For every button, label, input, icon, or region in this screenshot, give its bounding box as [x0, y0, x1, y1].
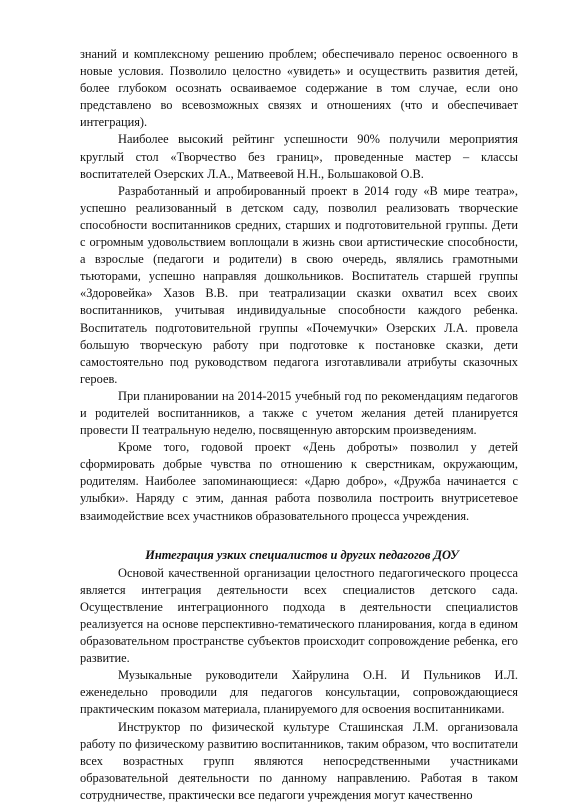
paragraph-physical-instructor: Инструктор по физической культуре Сташинская Л.М. организовала работу по физическому развитию воспитанников, таким образом, что воспитатели всех возрастных групп являются непосредственными участниками образовательной деятельности по данному направлению. Работая в таком сотрудничестве, практически все педагоги учреждения могут качественно	[80, 719, 518, 802]
section-heading: Интеграция узких специалистов и других педагогов ДОУ	[145, 547, 459, 562]
paragraph-kindness-project: Кроме того, годовой проект «День доброты» позволил у детей сформировать добрые чувства по отношению к сверстникам, окружающим, родителям. Наиболее запоминающиеся: «Дарю добро», «Дружба начинается с улыбки». Наряду с этим, данная работа позволила построить внутрисетевое взаимодействие всех участников образовательного процесса учреждения.	[80, 440, 518, 523]
paragraph-music-directors: Музыкальные руководители Хайрулина О.Н. И Пульников И.Л. еженедельно проводили для педагогов консультации, сопровождающиеся практическим показом материала, планируемого для освоения воспитанниками.	[80, 668, 518, 717]
paragraph-theatre-project: Разработанный и апробированный проект в 2014 году «В мире театра», успешно реализованный в детском саду, позволил реализовать творческие способности воспитанников средних, старших и подготовительной группы. Дети с огромным удовольствием воплощали в жизнь свои артистические способности, а взрослые (педагоги и родители) в свою очередь, являлись грамотными тьюторами, успешно направляя дошкольников. Воспитатель старшей группы «Здоровейка» Хазов В.В. при театрализации сказки охватил всех своих воспитанников, учитывая индивидуальные способности каждого ребенка. Воспитатель подготовительной группы «Почемучки» Озерских Л.А. провела большую творческую работу при подготовке к постановке сказки, дети самостоятельно под руководством педагога изготавливали атрибуты сказочных героев.	[80, 183, 518, 386]
paragraph-integration-result: знаний и комплексному решению проблем; обеспечивало перенос освоенного в новые условия. Позволило целостно «увидеть» и осуществить развития детей, более глубоком осознать осваиваемое содержание в том случае, если оно представлено во всевозможных связях и отношениях (что и обеспечивает интеграция).	[80, 47, 518, 130]
paragraph-success-rating: Наиболее высокий рейтинг успешности 90% получили мероприятия круглый стол «Творчество без границ», проведенные мастер – классы воспитателей Озерских Л.А., Матвеевой Н.Н., Большаковой О.В.	[80, 132, 518, 181]
paragraph-planning: При планировании на 2014-2015 учебный год по рекомендациям педагогов и родителей воспитанников, а также с учетом желания детей планируется провести II театральную неделю, посвященную авторским произведениям.	[80, 388, 518, 438]
paragraph-specialists-integration: Основой качественной организации целостного педагогического процесса является интеграция деятельности всех специалистов детского сада. Осуществление интеграционного подхода в деятельности специалистов реализуется на основе перспективно-тематического планирования, когда в едином образовательном пространстве субъектов происходит сопровождение ребенка, его развитие.	[80, 565, 518, 666]
